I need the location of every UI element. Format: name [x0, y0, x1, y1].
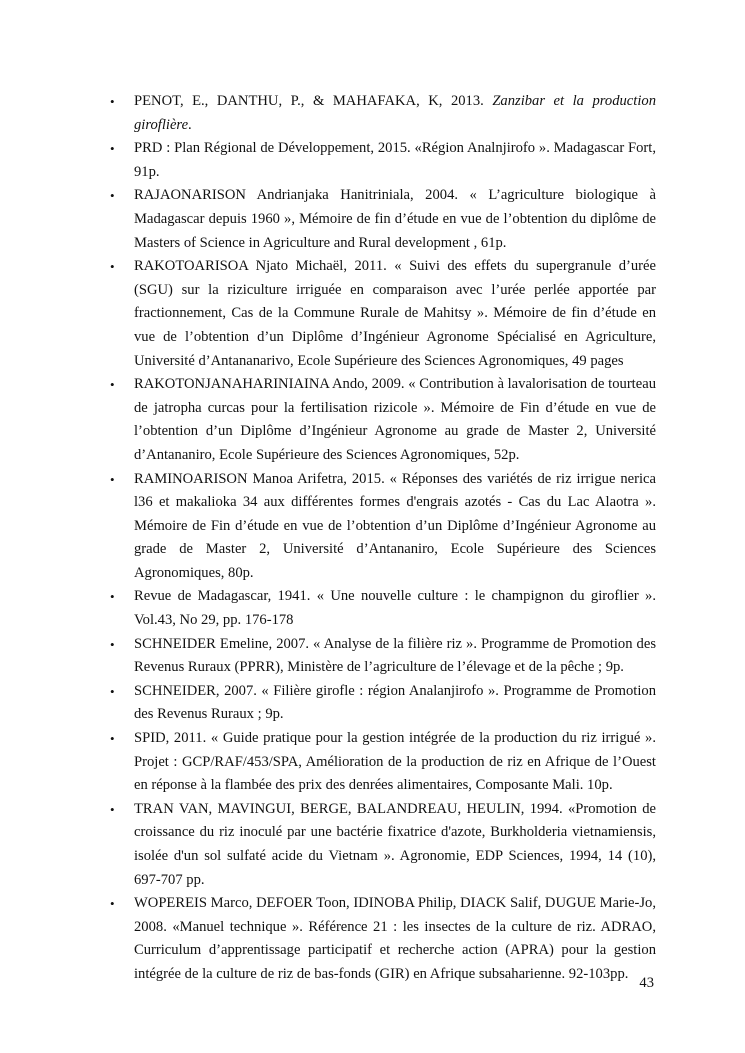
reference-list — [110, 90, 656, 987]
bullet-icon: • — [110, 683, 115, 699]
reference-item — [110, 585, 656, 632]
reference-item — [110, 727, 656, 798]
reference-text: RAJAONARISON Andrianjaka Hanitriniala, 2004. « L’agriculture biologique à Madagascar depuis 1960 », Mémoire de fin d’étude en vue de l’obtention du diplôme de Masters of Science in Agriculture and Rural development , 61p. — [134, 187, 656, 251]
reference-text: RAKOTOARISOA Njato Michaël, 2011. « Suivi des effets du supergranule d’urée (SGU) sur la riziculture irriguée en comparaison avec l’urée perlée apportée par fractionnement, Cas de la Commune Rurale de Mahitsy ». Mémoire de fin d’étude en vue de l’obtention d’un Diplôme d’Ingénieur Agronome Spécialisé en Agriculture, Université d’Antananarivo, Ecole Supérieure des Sciences Agronomiques, 49 pages — [134, 258, 656, 369]
reference-item — [110, 468, 656, 586]
bullet-icon: • — [110, 801, 115, 817]
reference-item — [110, 184, 656, 255]
bullet-icon: • — [110, 188, 115, 204]
bullet-icon: • — [110, 259, 115, 275]
bullet-icon: • — [110, 896, 115, 912]
bullet-icon: • — [110, 141, 115, 157]
page-number: 43 — [639, 975, 654, 991]
bullet-icon: • — [110, 731, 115, 747]
reference-text: WOPEREIS Marco, DEFOER Toon, IDINOBA Philip, DIACK Salif, DUGUE Marie-Jo, 2008. «Manuel technique ». Référence 21 : les insectes de la culture de riz. ADRAO, Curriculum d’apprentissage participatif et recherche action (APRA) pour la gestion intégrée de la culture de riz de bas-fonds (GIR) en Afrique subsaharienne. 92-103pp. — [134, 895, 656, 982]
reference-text: SCHNEIDER, 2007. « Filière girofle : région Analanjirofo ». Programme de Promotion des Revenus Ruraux ; 9p. — [134, 682, 656, 723]
reference-item — [110, 90, 656, 137]
reference-item — [110, 633, 656, 680]
reference-item — [110, 373, 656, 467]
reference-item — [110, 137, 656, 184]
reference-text: RAMINOARISON Manoa Arifetra, 2015. « Réponses des variétés de riz irrigue nerica l36 et makalioka 34 aux différentes formes d'engrais azotés - Cas du Lac Alaotra ». Mémoire de Fin d’étude en vue de l’obtention d’un Diplôme d’Ingénieur Agronome au grade de Master 2, Université d’Antananiro, Ecole Supérieure des Sciences Agronomiques, 80p. — [134, 470, 656, 581]
bullet-icon: • — [110, 589, 115, 605]
bullet-icon: • — [110, 377, 115, 393]
reference-text: Revue de Madagascar, 1941. « Une nouvelle culture : le champignon du giroflier ». Vol.43, No 29, pp. 176-178 — [134, 588, 656, 629]
reference-text: SPID, 2011. « Guide pratique pour la gestion intégrée de la production du riz irrigué ». Projet : GCP/RAF/453/SPA, Amélioration de la production de riz en Afrique de l’Ouest en réponse à la flambée des prix des denrées alimentaires, Composante Mali. 10p. — [134, 730, 656, 794]
bullet-icon: • — [110, 636, 115, 652]
reference-item — [110, 680, 656, 727]
reference-item — [110, 255, 656, 373]
reference-text: RAKOTONJANAHARINIAINA Ando, 2009. « Contribution à lavalorisation de tourteau de jatropha curcas pour la fertilisation rizicole ». Mémoire de Fin d’étude en vue de l’obtention d’un Diplôme d’Ingénieur Agronome au grade de Master 2, Université d’Antananiro, Ecole Supérieure des Sciences Agronomiques, 52p. — [134, 376, 656, 463]
bullet-icon: • — [110, 94, 115, 109]
reference-title-italic: Zanzibar et la production giroflière — [134, 93, 656, 133]
reference-text: TRAN VAN, MAVINGUI, BERGE, BALANDREAU, HEULIN, 1994. «Promotion de croissance du riz inoculé par une bactérie fixatrice d'azote, Burkholderia vietnamiensis, isolée d'un sol sulfaté acide du Vietnam ». Agronomie, EDP Sciences, 1994, 14 (10), 697-707 pp. — [134, 800, 656, 888]
reference-text: PRD : Plan Régional de Développement, 2015. «Région Analnjirofo ». Madagascar Fort, 91p. — [134, 140, 656, 180]
reference-tail: . — [188, 116, 192, 133]
reference-item — [110, 798, 656, 892]
reference-text: PENOT, E., DANTHU, P., & MAHAFAKA, K, 2013. — [134, 93, 493, 109]
bullet-icon: • — [110, 471, 115, 487]
reference-item — [110, 892, 656, 986]
reference-text: SCHNEIDER Emeline, 2007. « Analyse de la filière riz ». Programme de Promotion des Revenus Ruraux (PPRR), Ministère de l’agriculture de l’élevage et de la pêche ; 9p. — [134, 635, 656, 676]
